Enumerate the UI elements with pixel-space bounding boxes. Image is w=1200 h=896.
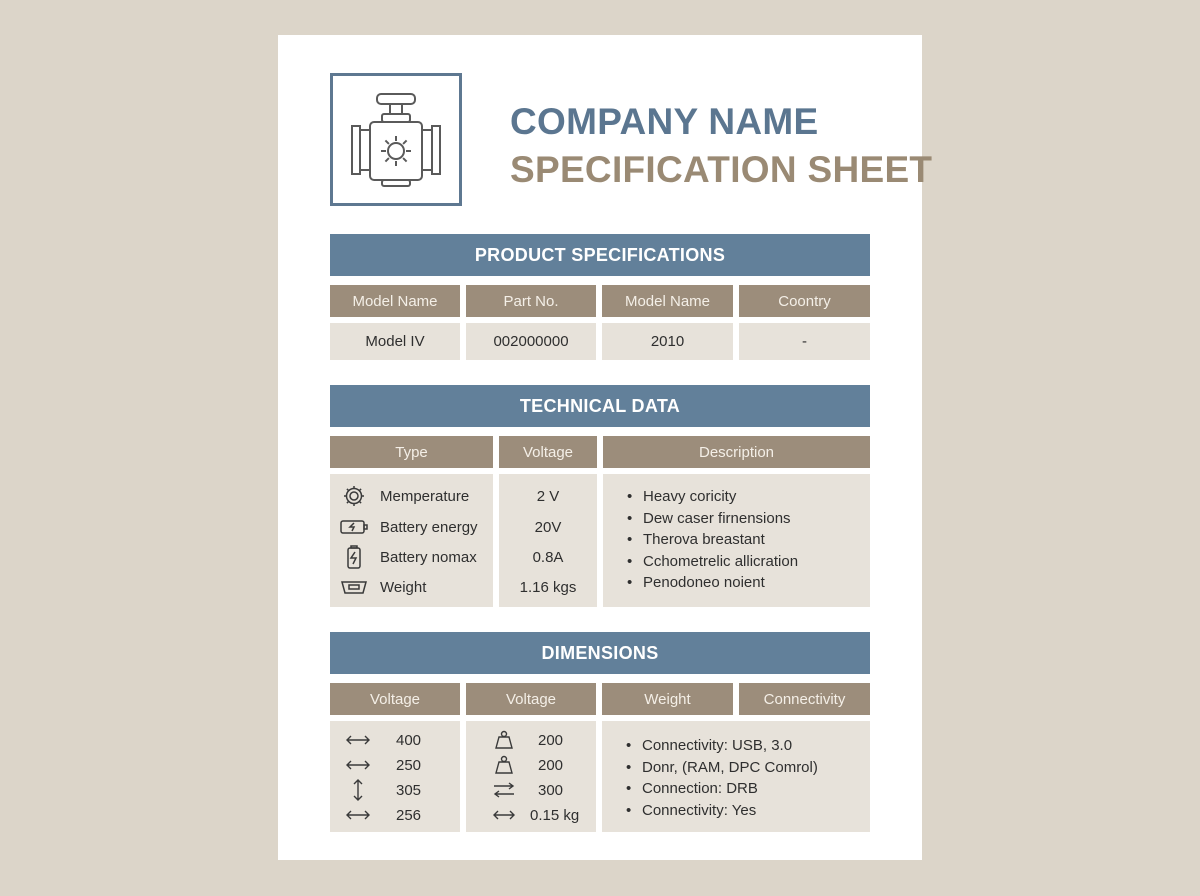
product-specs-value-1: Model IV bbox=[330, 323, 460, 360]
weight-icon bbox=[492, 755, 516, 775]
dimension-row bbox=[346, 779, 421, 801]
technical-voltage-cell bbox=[499, 474, 597, 607]
battery-icon bbox=[340, 519, 368, 535]
technical-type-label: Weight bbox=[380, 578, 427, 596]
technical-type-cell bbox=[330, 474, 493, 607]
list-item: • Heavy coricity bbox=[627, 486, 798, 508]
technical-description-cell bbox=[603, 474, 870, 607]
horizontal-arrows-icon bbox=[346, 759, 370, 771]
horizontal-arrows-icon bbox=[346, 734, 370, 746]
technical-header-voltage: Voltage bbox=[499, 436, 597, 468]
product-specs-header-3: Model Name bbox=[602, 285, 733, 317]
technical-voltage-value: 1.16 kgs bbox=[519, 578, 577, 596]
connectivity-list bbox=[626, 735, 818, 821]
technical-row bbox=[340, 545, 477, 569]
technical-voltage-value: 2 V bbox=[536, 487, 560, 505]
dimensions-heading: DIMENSIONS bbox=[330, 632, 870, 674]
list-item: • Penodoneo noient bbox=[627, 572, 798, 594]
dimension-value: 200 bbox=[538, 756, 564, 774]
technical-row bbox=[340, 515, 478, 539]
dimensions-header-1: Voltage bbox=[330, 683, 460, 715]
battery-charge-icon bbox=[340, 545, 368, 569]
list-item: • Connectivity: USB, 3.0 bbox=[626, 735, 818, 757]
list-item: • Therova breastant bbox=[627, 529, 798, 551]
technical-voltage-value: 20V bbox=[534, 518, 562, 536]
gear-icon bbox=[340, 484, 368, 508]
dimension-row bbox=[492, 804, 579, 826]
dimensions-header-3: Weight bbox=[602, 683, 733, 715]
dimension-value: 200 bbox=[538, 731, 564, 749]
list-item: • Cchometrelic allicration bbox=[627, 551, 798, 573]
product-specs-header-2: Part No. bbox=[466, 285, 596, 317]
dimension-row bbox=[492, 754, 563, 776]
technical-type-label: Battery nomax bbox=[380, 548, 477, 566]
weight-icon bbox=[492, 730, 516, 750]
dimensions-connectivity-cell bbox=[602, 721, 870, 832]
horizontal-arrows-icon bbox=[346, 809, 370, 821]
company-logo bbox=[330, 73, 462, 206]
dimension-value: 250 bbox=[396, 756, 422, 774]
scale-icon bbox=[340, 579, 368, 595]
list-item: • Dew caser firnensions bbox=[627, 508, 798, 530]
list-item: • Connection: DRB bbox=[626, 778, 818, 800]
spec-sheet bbox=[278, 35, 933, 860]
technical-type-label: Battery energy bbox=[380, 518, 478, 536]
product-specs-header-4: Coontry bbox=[739, 285, 870, 317]
product-specs-heading: PRODUCT SPECIFICATIONS bbox=[330, 234, 870, 276]
technical-data-heading: TECHNICAL DATA bbox=[330, 385, 870, 427]
list-item: • Connectivity: Yes bbox=[626, 800, 818, 822]
product-specs-value-2: 002000000 bbox=[466, 323, 596, 360]
technical-header-type: Type bbox=[330, 436, 493, 468]
dimension-row bbox=[492, 779, 563, 801]
dimension-row bbox=[346, 729, 421, 751]
dimension-value: 0.15 kg bbox=[530, 806, 580, 824]
list-item: • Donr, (RAM, DPC Comrol) bbox=[626, 757, 818, 779]
dimensions-header-4: Connectivity bbox=[739, 683, 870, 715]
vertical-arrows-icon bbox=[346, 779, 370, 801]
dimension-value: 305 bbox=[396, 781, 422, 799]
technical-voltage-value: 0.8A bbox=[532, 548, 564, 566]
dimensions-header-2: Voltage bbox=[466, 683, 596, 715]
product-specs-value-4: - bbox=[739, 323, 870, 360]
dimension-value: 300 bbox=[538, 781, 564, 799]
document-title: SPECIFICATION SHEET bbox=[510, 149, 933, 190]
product-specs-value-3: 2010 bbox=[602, 323, 733, 360]
valve-gear-icon bbox=[348, 90, 444, 190]
product-specs-header-1: Model Name bbox=[330, 285, 460, 317]
dimension-value: 400 bbox=[396, 731, 422, 749]
description-list bbox=[627, 486, 798, 594]
company-name: COMPANY NAME bbox=[510, 101, 819, 142]
technical-header-description: Description bbox=[603, 436, 870, 468]
dimension-row bbox=[346, 754, 421, 776]
dimension-value: 256 bbox=[396, 806, 422, 824]
technical-row bbox=[340, 575, 426, 599]
swap-arrows-icon bbox=[492, 782, 516, 798]
horizontal-arrows-icon bbox=[492, 809, 516, 821]
technical-type-label: Memperature bbox=[380, 487, 470, 505]
dimensions-col2-cell bbox=[466, 721, 596, 832]
dimension-row bbox=[492, 729, 563, 751]
dimension-row bbox=[346, 804, 421, 826]
technical-row bbox=[340, 484, 469, 508]
dimensions-col1-cell bbox=[330, 721, 460, 832]
